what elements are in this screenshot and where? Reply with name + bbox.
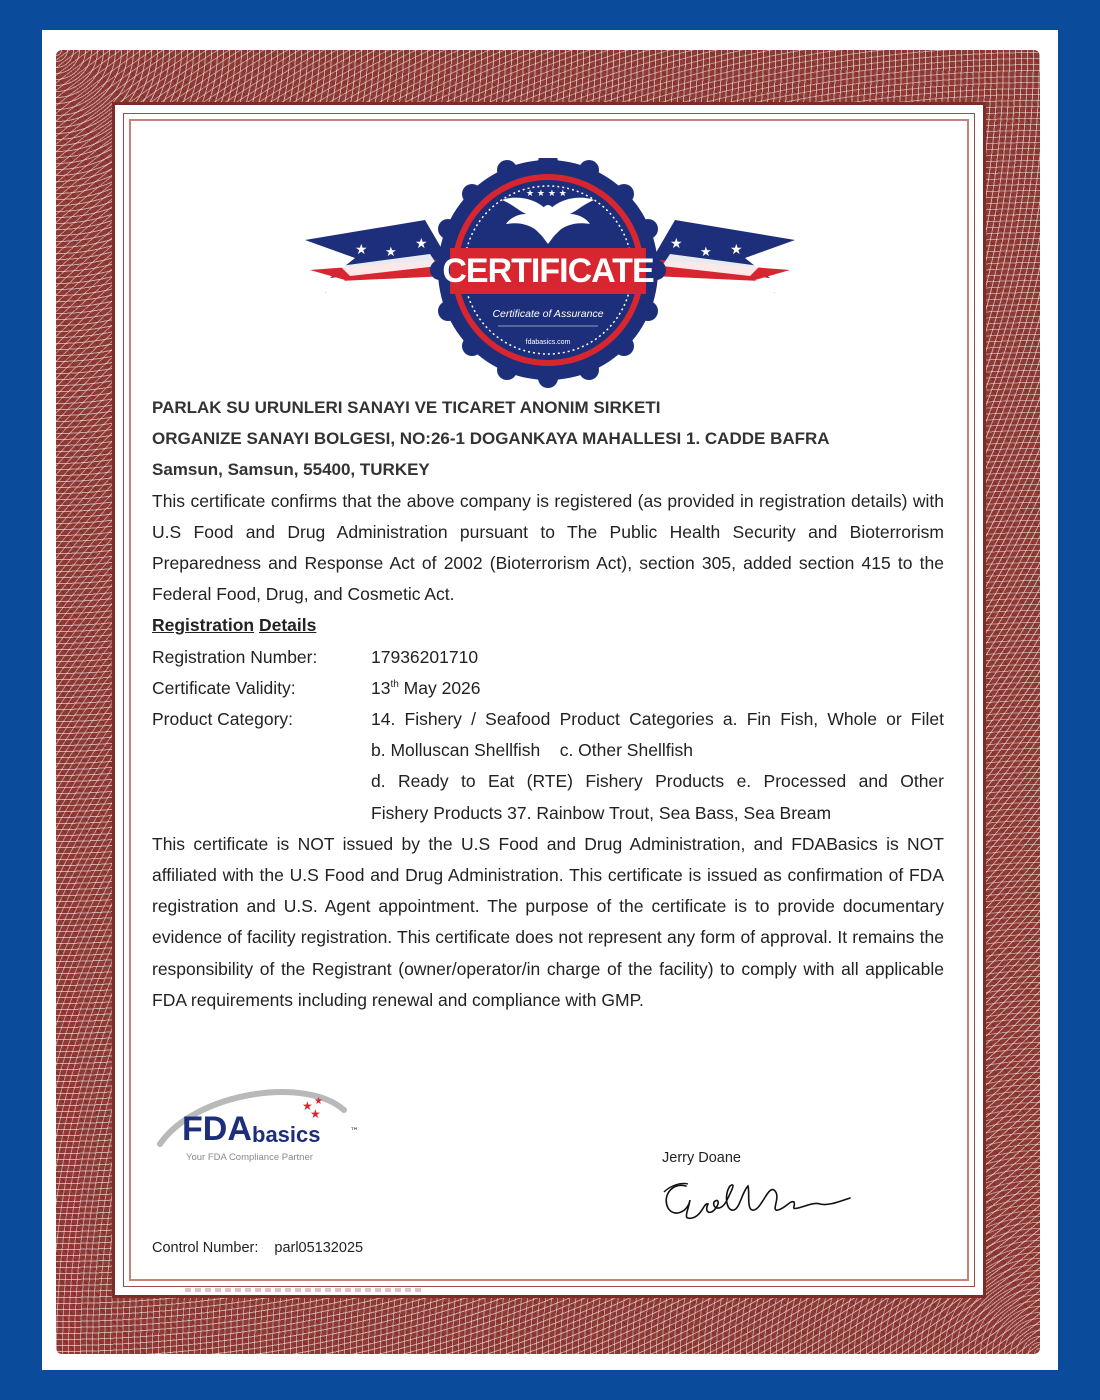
product-category-line: b. Molluscan Shellfish c. Other Shellfish [371, 740, 693, 761]
faint-footer-line [185, 1288, 425, 1292]
svg-text:★: ★ [730, 242, 743, 258]
left-ribbon-icon [305, 220, 452, 298]
control-number [152, 1240, 363, 1256]
logo-swoosh-icon [156, 1082, 386, 1164]
disclaimer-paragraph: This certificate is NOT issued by the U.S Food and Drug Administration, and FDABasics is NOT affiliated with the U.S Food and Drug Administration. This certificate is issued as confirmation of FDA registration and U.S. Agent appointment. The purpose of the certificate is to provide documentary evidence of facility registration. This certificate does not represent any form of approval. It remains the responsibility of the Registrant (owner/operator/in charge of the facility) to comply with all applicable FDA requirements including renewal and compliance with GMP. [152, 833, 944, 1010]
registration-number-label: Registration Number: [152, 646, 318, 667]
control-number-value: parl05132025 [274, 1240, 364, 1256]
signature-icon [658, 1172, 858, 1224]
registration-number-row [152, 642, 944, 673]
seal-subtitle: Certificate of Assurance [492, 308, 604, 320]
certificate-body [152, 392, 944, 1016]
logo-tagline: Your FDA Compliance Partner [186, 1152, 313, 1163]
right-ribbon-icon [648, 220, 795, 298]
svg-text:★: ★ [355, 242, 368, 258]
seal-title: CERTIFICATE [442, 252, 654, 290]
registration-details-heading: Registration Details [152, 615, 317, 636]
certificate-seal [300, 158, 800, 388]
product-category-label: Product Category: [152, 709, 294, 730]
certificate-validity-label: Certificate Validity: [152, 677, 296, 698]
control-number-label: Control Number: [152, 1240, 259, 1256]
product-category-line: d. Ready to Eat (RTE) Fishery Products e. Processed and Other [371, 771, 944, 792]
product-category-line: Fishery Products 37. Rainbow Trout, Sea Bass, Sea Bream [371, 802, 832, 823]
logo-tm: ™ [350, 1127, 359, 1137]
svg-text:★: ★ [310, 1107, 321, 1121]
svg-text:★: ★ [700, 245, 712, 260]
svg-text:★: ★ [670, 236, 683, 252]
svg-text:★: ★ [314, 1096, 323, 1107]
company-name: PARLAK SU URUNLERI SANAYI VE TICARET ANONIM SIRKETI [152, 398, 661, 417]
logo-basics-text: basics [252, 1122, 321, 1147]
fdabasics-logo [156, 1082, 386, 1164]
svg-text:★: ★ [415, 236, 428, 252]
certificate-validity-value: 13th May 2026 [371, 677, 481, 698]
signatory-name: Jerry Doane [662, 1150, 741, 1166]
seal-website: fdabasics.com [525, 339, 571, 346]
product-category-row [152, 704, 944, 829]
company-address-line2: Samsun, Samsun, 55400, TURKEY [152, 460, 430, 480]
logo-fda-text: FDA [182, 1110, 252, 1148]
product-category-line: 14. Fishery / Seafood Product Categories a. Fin Fish, Whole or Filet [371, 709, 944, 730]
registration-number-value: 17936201710 [371, 646, 479, 667]
product-category-value [371, 704, 944, 829]
svg-text:★: ★ [385, 245, 397, 260]
intro-paragraph: This certificate confirms that the above company is registered (as provided in registration details) with U.S Food and Drug Administration pursuant to The Public Health Security and Bioterrorism Preparedness and Response Act of 2002 (Bioterrorism Act), section 305, added section 415 to the Federal Food, Drug, and Cosmetic Act. [152, 490, 944, 605]
svg-text:★: ★ [302, 1099, 313, 1113]
certificate-validity-row [152, 673, 944, 704]
company-address-line1: ORGANIZE SANAYI BOLGESI, NO:26-1 DOGANKAYA MAHALLESI 1. CADDE BAFRA [152, 429, 830, 449]
svg-text:★ ★ ★ ★: ★ ★ ★ ★ [526, 189, 567, 199]
